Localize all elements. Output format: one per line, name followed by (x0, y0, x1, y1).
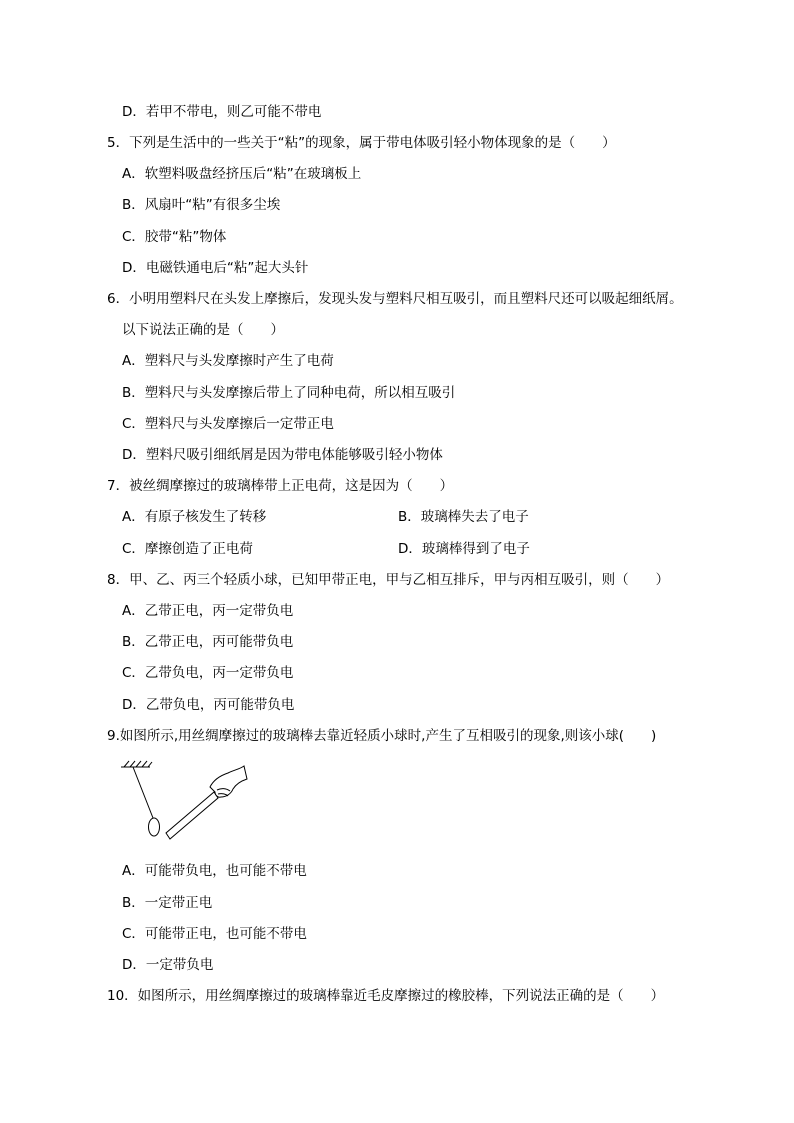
q6-option-b: B．塑料尺与头发摩擦后带上了同种电荷，所以相互吸引 (122, 385, 456, 401)
q8-option-b: B．乙带正电，丙可能带负电 (122, 634, 294, 650)
q8-option-a: A．乙带正电，丙一定带负电 (122, 603, 294, 619)
q4-option-d: D．若甲不带电，则乙可能不带电 (122, 104, 322, 120)
q5-stem: 5．下列是生活中的一些关于“粘”的现象，属于带电体吸引轻小物体现象的是（ ） (107, 135, 616, 151)
q5-option-a: A．软塑料吸盘经挤压后“粘”在玻璃板上 (122, 166, 362, 182)
q6-option-a: A．塑料尺与头发摩擦时产生了电荷 (122, 353, 334, 369)
q7-option-d: D．玻璃棒得到了电子 (398, 541, 530, 557)
pendulum-ball-glass-rod-figure (118, 757, 248, 849)
q7-stem: 7．被丝绸摩擦过的玻璃棒带上正电荷，这是因为（ ） (107, 478, 454, 494)
q8-option-c: C．乙带负电，丙一定带负电 (122, 665, 294, 681)
q5-option-c: C．胶带“粘”物体 (122, 229, 227, 245)
q7-option-c: C．摩擦创造了正电荷 (122, 541, 253, 557)
ceiling-support (121, 761, 152, 767)
q10-stem: 10．如图所示，用丝绸摩擦过的玻璃棒靠近毛皮摩擦过的橡胶棒，下列说法正确的是（ ） (107, 988, 665, 1004)
q7-option-b: B．玻璃棒失去了电子 (398, 509, 529, 525)
q9-option-a: A．可能带负电，也可能不带电 (122, 863, 307, 879)
q6-option-d: D．塑料尺吸引细纸屑是因为带电体能够吸引轻小物体 (122, 447, 443, 463)
light-ball (149, 818, 160, 836)
q7-option-a: A．有原子核发生了转移 (122, 509, 267, 525)
q9-option-c: C．可能带正电，也可能不带电 (122, 926, 307, 942)
q9-option-d: D．一定带负电 (122, 957, 214, 973)
hand (210, 766, 247, 797)
q5-option-b: B．风扇叶“粘”有很多尘埃 (122, 197, 281, 213)
q8-option-d: D．乙带负电，丙可能带负电 (122, 697, 295, 713)
thread (133, 767, 153, 818)
glass-rod (166, 792, 218, 839)
q6-stem-line1: 6．小明用塑料尺在头发上摩擦后，发现头发与塑料尺相互吸引，而且塑料尺还可以吸起细纸屑。 (107, 291, 683, 307)
q9-stem: 9.如图所示,用丝绸摩擦过的玻璃棒去靠近轻质小球时,产生了互相吸引的现象,则该小球( ) (107, 728, 657, 744)
q5-option-d: D．电磁铁通电后“粘”起大头针 (122, 260, 309, 276)
q8-stem: 8．甲、乙、丙三个轻质小球，已知甲带正电，甲与乙相互排斥，甲与丙相互吸引，则（ ） (107, 572, 670, 588)
q6-option-c: C．塑料尺与头发摩擦后一定带正电 (122, 416, 334, 432)
q9-option-b: B．一定带正电 (122, 895, 213, 911)
q6-stem-line2: 以下说法正确的是（ ） (122, 322, 284, 338)
